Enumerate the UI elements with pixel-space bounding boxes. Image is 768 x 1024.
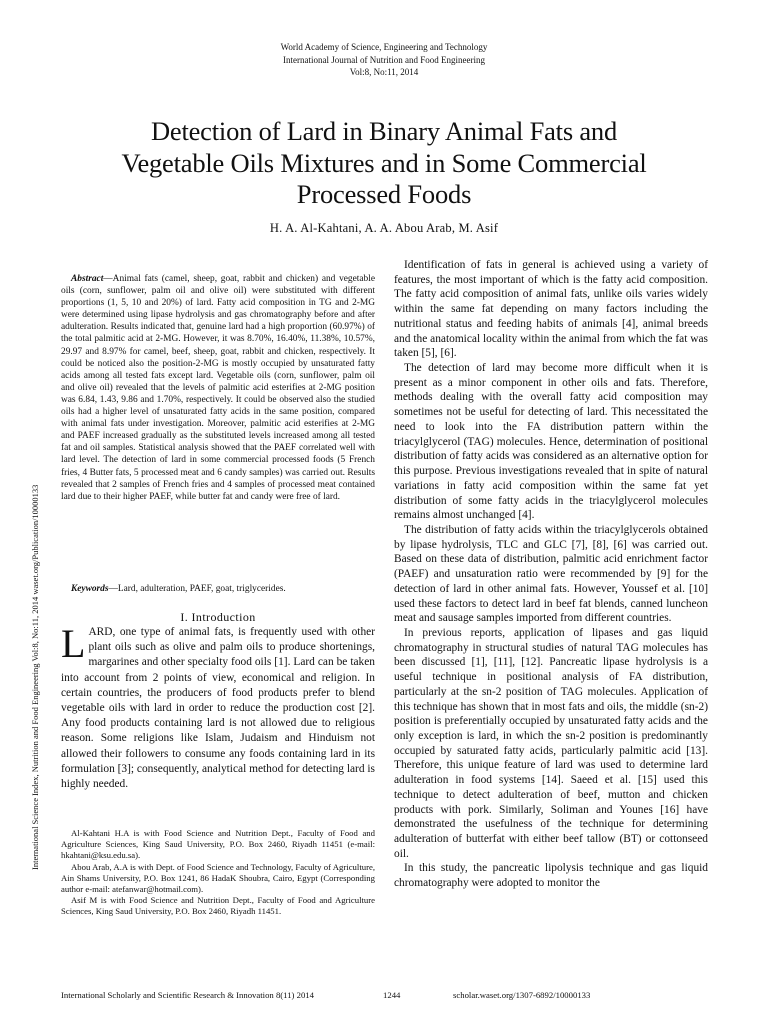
section-heading-introduction: I. Introduction: [180, 610, 256, 624]
authors: H. A. Al-Kahtani, A. A. Abou Arab, M. Asif: [269, 221, 499, 235]
body-paragraph: The detection of lard may become more difficult when it is present as a minor component in other oils and fats. Therefore, methods dealing with the overall fatty acid composition may sometimes not be useful for detecting of lard. This necessitated the need to look into the FA distribution pattern within the triacylglycerol (TAG) molecules. Hence, determination of positional distribution of fatty acids was considered as an alternative option for this purpose. Previous investigations revealed that in spite of natural variations in fatty acid composition within the same fat yet distribution of some fatty acids in the triacylglycerol molecules remains almost unchanged [4].: [394, 362, 708, 522]
introduction-text: [61, 621, 375, 792]
body-paragraph: In previous reports, application of lipases and gas liquid chromatography in structural studies of natural TAG molecules has been discussed [1], [11], [12]. Pancreatic lipase hydrolysis is a useful technique in positional analysis of FA distribution, particularly at the sn-2 position of TAG molecules. Application of this technique has shown that in most fats and oils, the middle (sn-2) position is preferentially occupied by unsaturated fatty acids and the only exception is lard, in which the sn-2 position is predominantly occupied by saturated fatty acids, particularly palmitic acid [13]. Therefore, this unique feature of lard was used to determine lard adulteration in food systems [14]. Saeed et al. [15] used this technique to detect adulteration of beef, mutton and chicken products with pork. Similarly, Soliman and Younes [16] have demonstrated the usefulness of the technique for determining adulteration of butterfat with either beef tallow (BT) or cottonseed oil.: [394, 626, 708, 860]
intro-paragraph: ARD, one type of animal fats, is frequently used with other plant oils such as olive and palm oils to produce shortenings, margarines and other specialty food oils [1]. Lard can be taken into account from 2 points of view, economical and religion. In certain countries, the producers of food products prefer to blend vegetable oils with lard in order to reduce the production cost [2]. Any food products containing lard is not allowed due to religious reason. Some religions like Islam, Judaism and Hinduism not allowed their followers to consume any foods containing lard in its formulation [3]; consequently, analytical method for detecting lard is highly needed.: [61, 626, 375, 791]
footnote: Al-Kahtani H.A is with Food Science and Nutrition Dept., Faculty of Food and Agriculture Sciences, King Saud University, P.O. Box 2460, Riyadh 11451 (e-mail: hkahtani@ksu.edu.sa).: [61, 828, 375, 861]
keywords-label: Keywords: [71, 584, 109, 594]
paper-title: [60, 116, 708, 211]
footer-publisher: International Scholarly and Scientific Research & Innovation 8(11) 2014: [61, 990, 314, 1000]
right-column: [394, 258, 708, 891]
abstract-text: —Animal fats (camel, sheep, goat, rabbit and chicken) and vegetable oils (corn, sunflower, palm oil and olive oil) were substituted with different proportions (1, 5, 10 and 20%) of lard. Fatty acid composition in TG and 2-MG were determined using lipase hydrolysis and gas chromatography before and after adulteration. Results indicated that, genuine lard had a high proportion (60.97%) of the total palmitic acid at 2-MG. However, it was 8.70%, 16.40%, 11.38%, 10.57%, 29.97 and 8.97% for camel, beef, sheep, goat, rabbit and chicken, respectively. It could be noticed also the position-2-MG is mostly occupied by unsaturated fatty acids among all tested fats except lard. Vegetable oils (corn, sunflower, palm oil and olive oil) revealed that the levels of palmitic acid esterifies at 2-MG position was 6.84, 1.43, 9.86 and 1.70%, respectively. It could be observed also the studied oils had a higher level of unsaturated fatty acids in the same position, compared with animal fats under investigation. Moreover, palmitic acid esterifies at 2-MG and PAEF increased gradually as the substituted levels increased among all tested fat and oil samples. Statistical analysis showed that the PAEF correlated well with lard level. The detection of lard in some commercial processed foods (5 French fries, 4 Butter fats, 5 processed meat and 6 candy samples) was carried out. Results revealed that 2 samples of French fries and 4 samples of processed meat contained lard due to their higher PAEF, while butter fat and candy were free of lard.: [61, 274, 375, 502]
journal-header: [0, 41, 768, 79]
author-footnotes: [61, 828, 375, 918]
header-line-2: International Journal of Nutrition and Food Engineering: [283, 54, 485, 65]
side-citation: International Science Index, Nutrition and Food Engineering Vol:8, No:11, 2014 waset.org/Publication/10000133: [30, 484, 40, 870]
keywords: [61, 583, 375, 595]
title-line-1: Detection of Lard in Binary Animal Fats and: [150, 116, 618, 146]
footnote: Abou Arab, A.A is with Dept. of Food Science and Technology, Faculty of Agriculture, Ain Shams University, P.O. Box 1241, 86 HadaK Shoubra, Cairo, Egypt (Corresponding author e-mail: atefanwar@hotmail.com).: [61, 861, 375, 895]
abstract: [61, 273, 375, 503]
body-paragraph: In this study, the pancreatic lipolysis technique and gas liquid chromatography were adopted to monitor the: [394, 862, 708, 890]
footer-url[interactable]: scholar.waset.org/1307-6892/10000133: [453, 990, 591, 1000]
body-paragraph: The distribution of fatty acids within the triacylglycerols obtained by lipase hydrolysis, TLC and GLC [7], [8], [6] was carried out. Based on these data of distribution, palmitic acid enrichment factor (PAEF) and unsaturation ratio were recommended by [9] for the detection of lard in other animal fats. However, Youssef et al. [10] used these factors to detect lard in beef fat blends, canned luncheon meat and sausage samples imported from different countries.: [394, 523, 708, 625]
keywords-text: —Lard, adulteration, PAEF, goat, triglycerides.: [108, 584, 286, 594]
header-line-3: Vol:8, No:11, 2014: [349, 67, 419, 77]
page-number: 1244: [383, 990, 401, 1000]
drop-cap: L: [61, 621, 86, 666]
footnote: Asif M is with Food Science and Nutrition Dept., Faculty of Food and Agriculture Sciences, King Saud University, P.O. Box 2460, Riyadh 11451.: [61, 895, 375, 917]
header-line-1: World Academy of Science, Engineering and Technology: [280, 42, 488, 52]
title-line-2: Vegetable Oils Mixtures and in Some Commercial: [121, 147, 647, 178]
title-line-3: Processed Foods: [296, 179, 472, 209]
abstract-label: Abstract: [71, 274, 104, 284]
body-paragraph: Identification of fats in general is achieved using a variety of features, the most important of which is the fatty acid composition. The fatty acid composition of animal fats, unlike oils varies widely within the same fat depending on many factors including the nutritional status and feeding habits of animals [4], animal breeds and the anatomical locality within the animal from which the fat was taken [5], [6].: [394, 259, 708, 360]
